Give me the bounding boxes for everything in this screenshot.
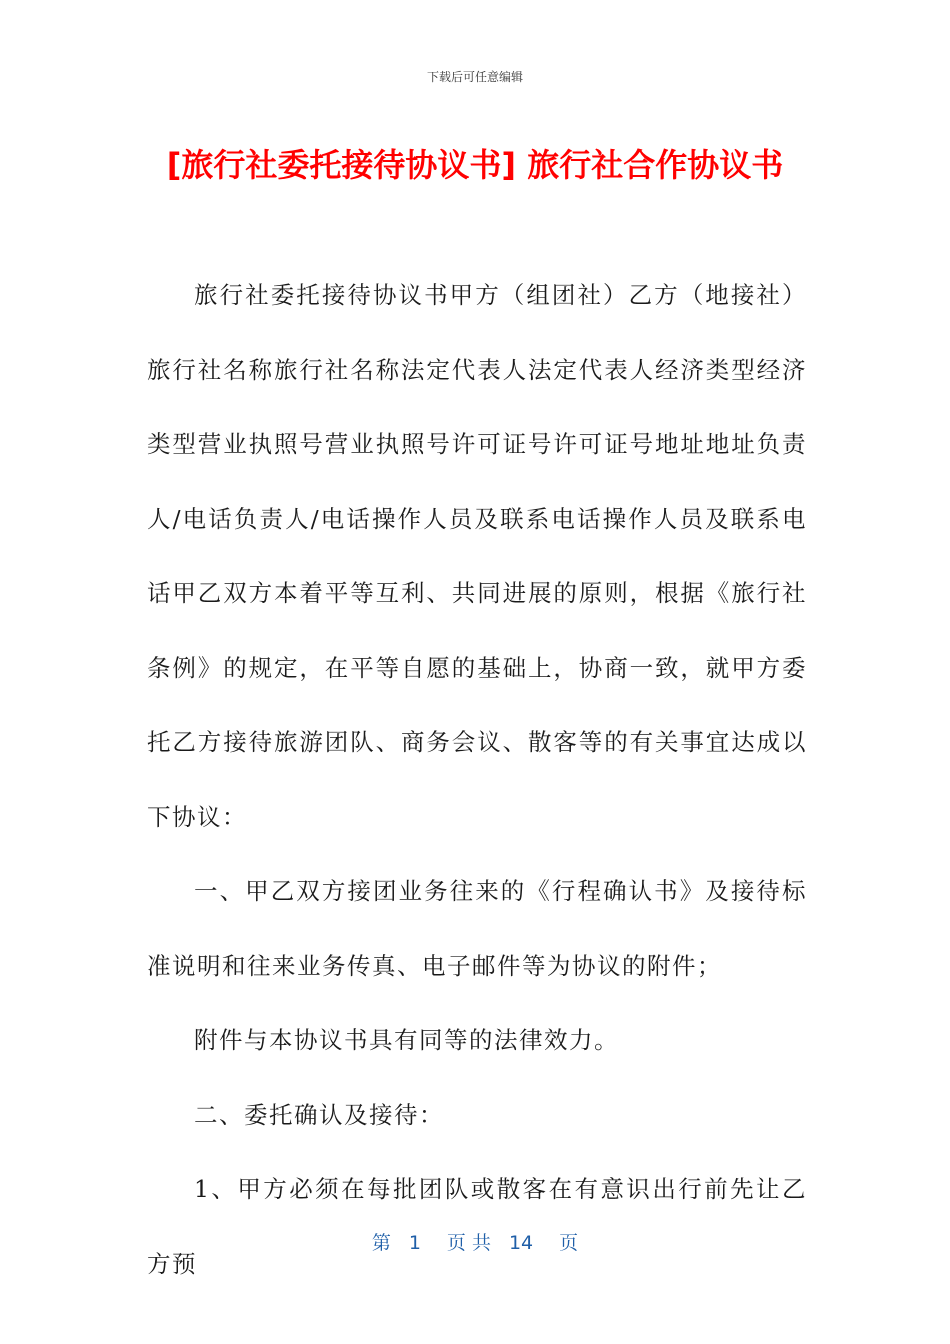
paragraph-intro: 旅行社委托接待协议书甲方（组团社）乙方（地接社）旅行社名称旅行社名称法定代表人法定代表人经济类型经济类型营业执照号营业执照号许可证号许可证号地址地址负责人/电话负责人/电话操作人员及联系电话操作人员及联系电话甲乙双方本着平等互利、共同进展的原则，根据《旅行社条例》的规定，在平等自愿的基础上，协商一致，就甲方委托乙方接待旅游团队、商务会议、散客等的有关事宜达成以下协议： [147, 281, 807, 831]
page-footer [0, 1228, 950, 1255]
paragraph-section-2-heading: 二、委托确认及接待： [194, 1100, 444, 1129]
document-title: [旅行社委托接待协议书] 旅行社合作协议书 [166, 146, 784, 184]
footer-prefix: 第 [371, 1232, 391, 1254]
current-page-number: 1 [408, 1232, 421, 1254]
footer-suffix: 页 [559, 1232, 579, 1254]
paragraph-clause-2-1: 1、甲方必须在每批团队或散客在有意识出行前先让乙方预 [147, 1175, 807, 1278]
total-pages-number: 14 [508, 1232, 534, 1254]
footer-middle: 页 共 [446, 1232, 491, 1254]
document-body [147, 258, 807, 1301]
paragraph-attachment-effect: 附件与本协议书具有同等的法律效力。 [194, 1026, 619, 1054]
header-note: 下载后可任意编辑 [426, 70, 523, 84]
paragraph-clause-1: 一、甲乙双方接团业务往来的《行程确认书》及接待标准说明和往来业务传真、电子邮件等为协议的附件； [147, 877, 807, 980]
